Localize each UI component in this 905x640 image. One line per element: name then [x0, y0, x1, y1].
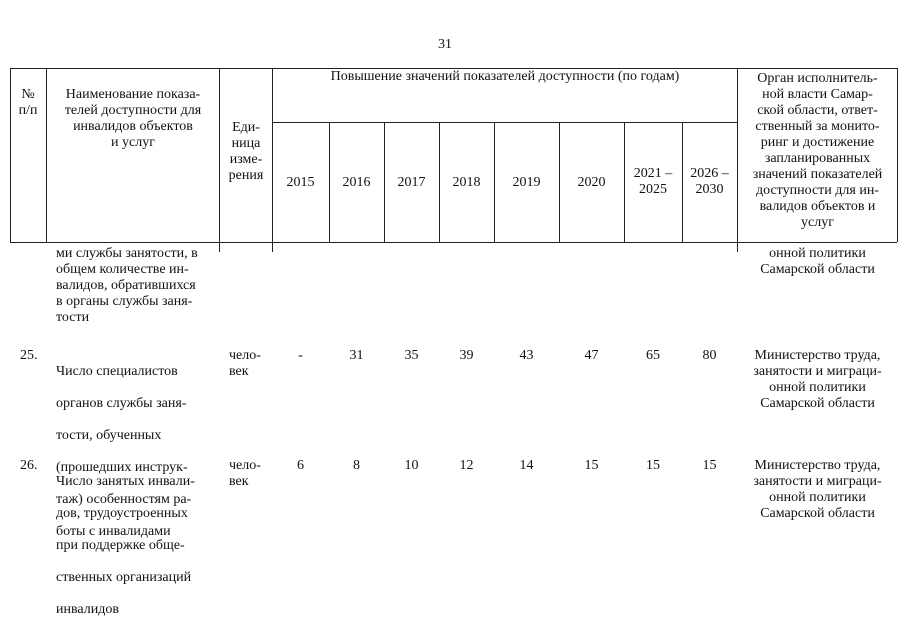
- row-value: 12: [459, 458, 474, 473]
- header-year: 2021 – 2025: [633, 166, 673, 197]
- row-number: 26.: [20, 458, 38, 473]
- header-year: 2019: [512, 175, 541, 190]
- row-value: 15: [646, 458, 660, 473]
- header-authority: Орган исполнитель- ной власти Самар- ской области, ответ- ственный за монито- ринг и достижение запланированных значений показателей доступности для ин- валидов объектов и услуг: [752, 71, 883, 230]
- row-value: -: [298, 348, 303, 363]
- header-year: 2018: [452, 175, 481, 190]
- row-value: 15: [702, 458, 717, 473]
- header-year: 2026 – 2030: [690, 166, 729, 197]
- row-number: 25.: [20, 348, 38, 363]
- row-name: Число специалистов органов службы заня- тости, обученных (прошедших инструк- таж) особенностям ра- боты с инвалидами: [56, 364, 192, 539]
- header-name: Наименование показа- телей доступности для инвалидов объектов и услуг: [64, 87, 202, 150]
- row-unit: чело- век: [229, 348, 261, 379]
- row-value: 10: [404, 458, 419, 473]
- row-value: 47: [584, 348, 599, 363]
- row-name: Число занятых инвали- дов, трудоустроенных при поддержке обще- ственных организаций инвалидов: [56, 474, 195, 617]
- row-value: 65: [646, 348, 660, 363]
- continuation-authority: онной политики Самарской области: [760, 246, 875, 277]
- row-value: 8: [353, 458, 360, 473]
- row-value: 80: [702, 348, 717, 363]
- row-value: 31: [349, 348, 364, 363]
- row-value: 35: [404, 348, 419, 363]
- row-authority: Министерство труда, занятости и миграци- онной политики Самарской области: [753, 458, 882, 521]
- row-value: 43: [519, 348, 534, 363]
- header-year: 2015: [286, 175, 315, 190]
- row-value: 15: [584, 458, 599, 473]
- row-value: 6: [297, 458, 304, 473]
- row-value: 39: [459, 348, 474, 363]
- header-unit: Еди- ница изме- рения: [228, 120, 264, 183]
- header-year: 2020: [577, 175, 606, 190]
- continuation-name: ми службы занятости, в общем количестве ин- валидов, обратившихся в органы службы заня- тости: [56, 246, 198, 325]
- page-number: 31: [438, 37, 452, 52]
- header-num: № п/п: [18, 87, 38, 118]
- row-authority: Министерство труда, занятости и миграци- онной политики Самарской области: [753, 348, 882, 411]
- header-year: 2016: [342, 175, 371, 190]
- header-group: Повышение значений показателей доступности (по годам): [330, 69, 680, 84]
- row-unit: чело- век: [229, 458, 261, 489]
- row-value: 14: [519, 458, 534, 473]
- header-year: 2017: [397, 175, 426, 190]
